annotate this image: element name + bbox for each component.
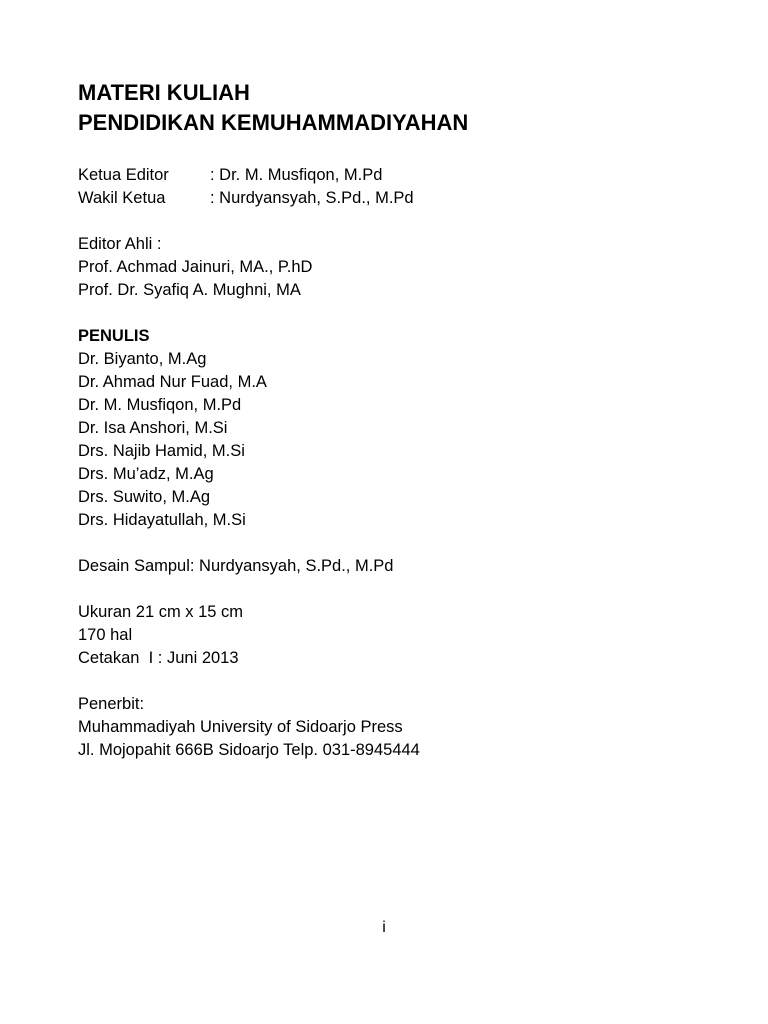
editor-ahli-heading: Editor Ahli : (78, 235, 162, 253)
desain-sampul: Desain Sampul: Nurdyansyah, S.Pd., M.Pd (78, 557, 394, 575)
page-number-text: i (382, 919, 386, 936)
page-count: 170 hal (78, 626, 133, 644)
penulis-name: Drs. Hidayatullah, M.Si (78, 511, 246, 529)
page-number (0, 918, 768, 938)
publisher-address: Jl. Mojopahit 666B Sidoarjo Telp. 031-8945444 (78, 741, 420, 759)
wakil-ketua-row (78, 187, 698, 210)
publisher-name: Muhammadiyah University of Sidoarjo Press (78, 718, 403, 736)
wakil-ketua-value: : Nurdyansyah, S.Pd., M.Pd (210, 189, 414, 207)
editor-ahli-name: Prof. Dr. Syafiq A. Mughni, MA (78, 281, 301, 299)
colophon-content (78, 78, 698, 762)
editor-ahli-name: Prof. Achmad Jainuri, MA., P.hD (78, 258, 313, 276)
penulis-name: Drs. Mu’adz, M.Ag (78, 465, 214, 483)
penulis-name: Dr. Biyanto, M.Ag (78, 350, 207, 368)
penulis-name: Dr. Ahmad Nur Fuad, M.A (78, 373, 267, 391)
title-line-1: MATERI KULIAH (78, 80, 250, 105)
title-line-2: PENDIDIKAN KEMUHAMMADIYAHAN (78, 110, 469, 135)
book-size: Ukuran 21 cm x 15 cm (78, 603, 244, 621)
ketua-editor-value: : Dr. M. Musfiqon, M.Pd (210, 166, 383, 184)
ketua-editor-row (78, 164, 698, 187)
wakil-ketua-label: Wakil Ketua (78, 189, 166, 207)
ketua-editor-label: Ketua Editor (78, 166, 169, 184)
penulis-name: Drs. Suwito, M.Ag (78, 488, 211, 506)
penerbit-heading: Penerbit: (78, 695, 145, 713)
print-edition: Cetakan I : Juni 2013 (78, 649, 239, 667)
penulis-heading: PENULIS (78, 327, 150, 345)
penulis-name: Dr. Isa Anshori, M.Si (78, 419, 228, 437)
penulis-name: Dr. M. Musfiqon, M.Pd (78, 396, 242, 414)
penulis-name: Drs. Najib Hamid, M.Si (78, 442, 245, 460)
